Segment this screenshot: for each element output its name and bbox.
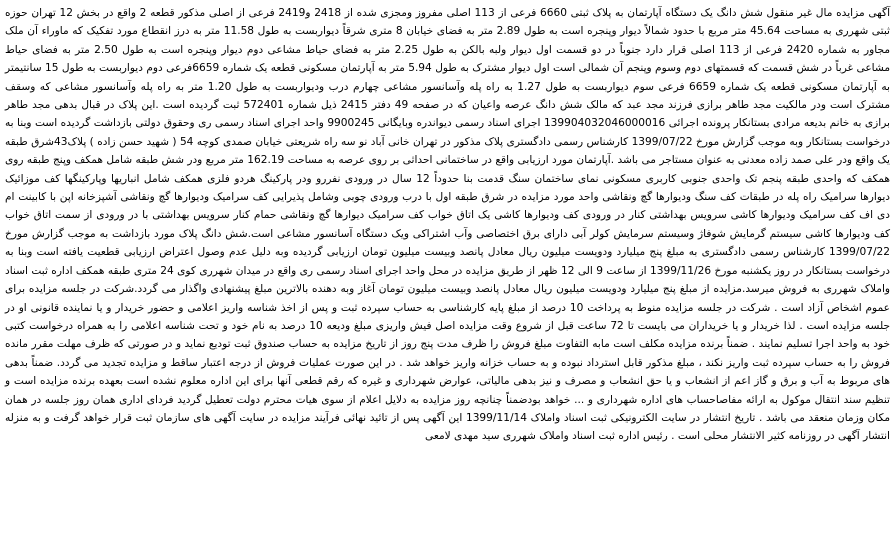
notice-body-text: آگهی مزایده مال غیر منقول شش دانگ یک دستگاه آپارتمان به پلاک ثبتی 6660 فرعی از 113 اصلی مفروز ومجزی شده از 2418 و2419 فرعی از اصلی مذکور قطعه 2 واقع در بخش 12 تهران حوزه ثبتی شهرری به مساحت 45.64 متر مربع با حدود شمالاً دیوار وپنجره است به طول 2.89 متر به فضای خیابان 8 متری شرقاً دیواربست به طول 11.58 متر به درز انقطاع مورد تفکیک که ماوراء آن ملک مجاور به شماره 2420 فرعی از 113 اصلی قرار دارد جنوباً در دو قسمت اول دیوار ولبه بالکن به طول 2.25 متر به فضای حیاط مشاعی دوم دیوار وپنجره است به طول 2.50 متر به فضای حیاط مشاعی غرباً در شش قسمت که قسمتهای دوم وسوم وپنجم آن شمالی است اول دیوار مشترک به طول 5.94 متر به آپارتمان مسکونی قطعه یک شماره 6659فرعی دوم دیواربست به طول 15 سانتیمتر به آپارتمان مسکونی قطعه یک شماره 6659 فرعی سوم دیواربست به طول 1.27 به راه پله وآسانسور مشاعی چهارم درب ودیواربست به طول 1.20 متر به راه پله وآسانسور مشاعی که وسقف مشترک است ودر مالکیت مجد طاهر برازی فرزند مجد عبد که مالک شش دانگ عرصه واعیان که در صفحه 49 دفتر 2415 ذیل شماره 572401 ثبت گردیده است .این پلاک در قبال بدهی مجد طاهر برازی به خانم بدیعه مرادی بستانکار پرونده اجرائی 139904032046000016 اجرای اسناد رسمی دیواندره وبایگانی 9900245 واحد اجرای اسناد رسمی ری وحقوق دولتی بازداشت گردیده است وبنا به درخواست بستانکار وبه موجب گزارش مورخ 1399/07/22 کارشناس رسمی دادگستری پلاک مذکور در تهران خانی آباد نو سه راه شریعتی خیابان صمدی کوچه 54 ( شهید حسن زاده ) پلاک43شرق طبقه یک واقع ودر علی صمد زاده معدنی به عنوان مستاجر می باشد .آپارتمان مورد ارزیابی واقع در ساختمانی احداثی بر روی عرصه به مساحت 162.19 متر مربع ودر شش طبقه شامل همکف وپنج طبقه روی همکف که واحدی طبقه پنجم تک واحدی جنوبی کاربری مسکونی نمای ساختمان سنگ قدمت بنا حدوداً 12 سال در ورودی نفررو ودر پارکینگ هردو فلزی همکف شامل انباریها وپارکینگها کف موزائیک دیوارها سرامیک راه پله در طبقات کف سنگ ودیوارها گچ ونقاشی واحد مورد مزایده در شرق طبقه اول با درب ورودی چوبی وشامل پذیرایی کف سرامیک ودیوارها گچ ونقاشی آشپزخانه اپن با کابینت ام دی اف کف سرامیک ودیوارها کاشی سرویس بهداشتی کنار در ورودی کف ودیوارها کاشی یک اتاق خواب کف سرامیک دیوارها گچ ونقاشی حمام کنار سرویس بهداشتی با در ورودی از سمت اتاق خواب کف ودیوارها کاشی سیستم گرمایش شوفاژ وسیستم سرمایش کولر آبی دارای برق اختصاصی وآب اشتراکی ویک دستگاه آسانسور مشاعی است.شش دانگ پلاک مورد بازداشت به موجب گزارش مورخ 1399/07/22 کارشناس رسمی دادگستری به مبلغ پنج میلیارد ودویست میلیون ریال معادل پانصد وبیست میلیون تومان ارزیابی گردیده وبه دلیل عدم وصول اعتراض ارزیابی قطعیت یافته است وبنا به درخواست بستانکار در روز یکشنبه مورخ 1399/11/26 از ساعت 9 الی 12 ظهر از طریق مزایده در محل واحد اجرای اسناد رسمی ری واقع در میدان شهرری کوی 24 متری طبقه همکف اداره ثبت اسناد واملاک شهرری به فروش میرسد.مزایده از مبلغ پنج میلیارد ودویست میلیون ریال معادل پانصد وبیست میلیون تومان آغاز وبه دهنده بالاترین مبلغ پیشنهادی واگذار می گردد.شرکت در جلسه مزایده برای عموم اشخاص آزاد است . شرکت در جلسه مزایده منوط به پرداخت 10 درصد از مبلغ پایه کارشناسی به حساب سپرده ثبت و پس از اخذ شناسه واریز اعلامی و حضور خریدار و یا نماینده قانونی او در جلسه مزایده است . لذا خریدار و یا خریداران می بایست تا 72 ساعت قبل از شروع وقت مزایده اصل فیش واریزی مبلغ ودیعه 10 درصد به نام خود و تحت شناسه اعلامی را به همراه درخواست کتبی خود به واحد اجرا تسلیم نمایند . ضمناً برنده مزایده مکلف است مابه التفاوت مبلغ فروش را ظرف مدت پنج روز از تاریخ مزایده به حساب صندوق ثبت تودیع نماید و در صورتی که ظرف مهلت مقرر مانده فروش را به حساب سپرده ثبت واریز نکند ، مبلغ مذکور قابل استرداد نبوده و به حساب خزانه واریز خواهد شد . در این صورت عملیات فروش از درجه اعتبار ساقط و مزایده تجدید می گردد. ضمناً بدهی های مربوط به آب و برق و گاز اعم از انشعاب و یا حق انشعاب و مصرف و نیز بدهی مالیاتی، عوارض شهرداری و غیره که رقم قطعی آنها برای این اداره معلوم نشده است بعهده برنده مزایده است و تنظیم سند انتقال موکول به ارائه مفاصاحساب های اداره شهرداری و ... خواهد بودضمناً چنانچه روز مزایده به دلایل اعلام از سوی هیات محترم دولت تعطیل گردید فردای اداری همان روز جلسه در همان مکان وزمان منعقد می باشد . تاریخ انتشار در سایت الکترونیکی ثبت اسناد واملاک 1399/11/14 این آگهی پس از تائید نهائی فرآیند مزایده در سایت آگهی های سازمان ثبت قرار خواهد گرفت و به منزله انتشار آگهی در روزنامه کثیر الانتشار محلی است . رئیس اداره ثبت اسناد واملاک شهرری سید مهدی لامعی [5,7,891,443]
